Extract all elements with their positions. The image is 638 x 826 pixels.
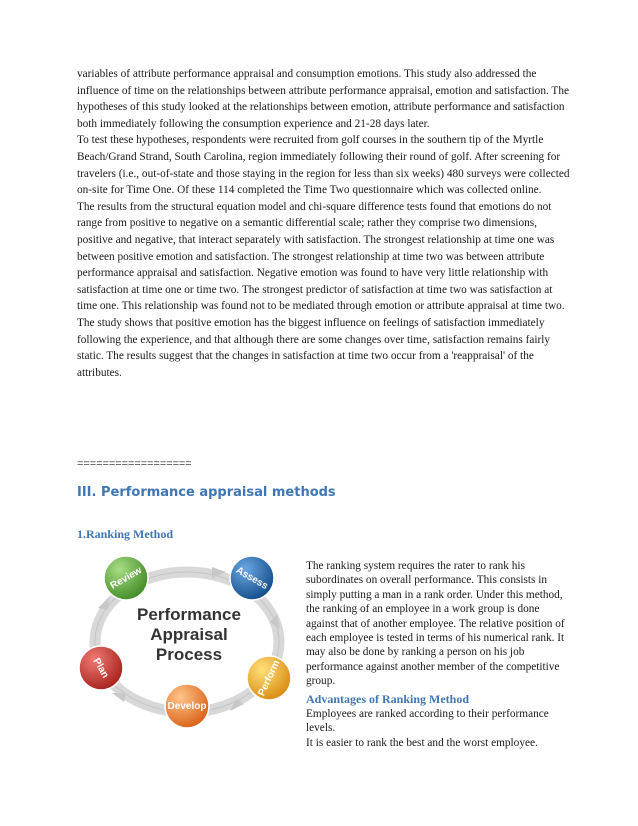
sub-heading: 1.Ranking Method: [77, 527, 174, 541]
stage-perform: [247, 656, 291, 700]
stage-label-perform: Perform: [256, 658, 283, 698]
cycle-arrow: [98, 597, 109, 610]
stage-label-develop: Develop: [167, 701, 207, 712]
advantages-heading: Advantages of Ranking Method: [306, 691, 470, 706]
stage-label-assess: Assess: [233, 564, 270, 592]
paragraph-study-scope: variables of attribute performance appraisal and consumption emotions. This study also addressed the influence of time on the relationships between attribute performance appraisal, emotion and satisfaction. The hypotheses of this study looked at the relationships between emotion, attribute performance and satisfaction both immediately following the consumption experience and 21-28 days later.: [77, 68, 569, 130]
stage-plan: [79, 646, 123, 690]
figure-title-line-2: Appraisal: [150, 625, 228, 644]
paragraph-methodology: To test these hypotheses, respondents were recruited from golf courses in the southern tip of the Myrtle Beach/Grand Strand, South Carolina, region immediately following their round of golf. After screening for travelers (i.e., out-of-state and those staying in the region for less than six weeks) 480 surveys were collected on-site for Time One. Of these 114 completed the Time Two questionnaire which was collected online.: [77, 134, 570, 197]
stage-assess: [230, 556, 274, 600]
ranking-description: The ranking system requires the rater to rank his subordinates on overall performance. This consists in simply putting a man in a rank order. Under this method, the ranking of an employee in a work group is done against that of another employee. The relative position of each employee is tested in terms of his numerical rank. It may also be done by ranking a person on his job performance against another member of the competitive group.: [306, 560, 565, 688]
paragraph-conclusion: The study shows that positive emotion has the biggest influence on feelings of satisfaction immediately following the experience, and that although there are some changes over time, satisfaction remains fairly static. The results suggest that the changes in satisfaction at time two occur from a 'reappraisal' of the attributes.: [77, 316, 551, 379]
separator-line: ==================: [77, 458, 192, 470]
stage-label-plan: Plan: [90, 656, 111, 681]
stage-develop: [165, 684, 209, 728]
ranking-method-text: [306, 559, 568, 750]
figure-title-line-3: Process: [155, 645, 223, 664]
cycle-arrow: [112, 693, 126, 702]
body-text: [77, 66, 572, 381]
appraisal-cycle-diagram: [76, 550, 294, 728]
paragraph-results: The results from the structural equation model and chi-square difference tests found that emotions do not range from positive to negative on a semantic differential scale; rather they comprise two dimensions, positive and negative, that interact separately with satisfaction. The strongest relationship at time one was between positive emotion and satisfaction. The strongest relationship at time two was between attribute performance appraisal and satisfaction. Negative emotion was found to have very little relationship with satisfaction at time one or time two. The strongest predictor of satisfaction at time two was satisfaction at time one. This relationship was found not to be mediated through emotion or attribute appraisal at time two.: [77, 200, 565, 313]
stage-review: [104, 556, 148, 600]
stage-label-review: Review: [108, 565, 144, 592]
advantage-item: It is easier to rank the best and the worst employee.: [306, 736, 538, 749]
appraisal-process-figure: [76, 550, 294, 728]
section-heading: III. Performance appraisal methods: [77, 485, 336, 500]
advantage-item: Employees are ranked according to their performance levels.: [306, 708, 549, 735]
figure-title-line-1: Performance: [137, 605, 241, 624]
